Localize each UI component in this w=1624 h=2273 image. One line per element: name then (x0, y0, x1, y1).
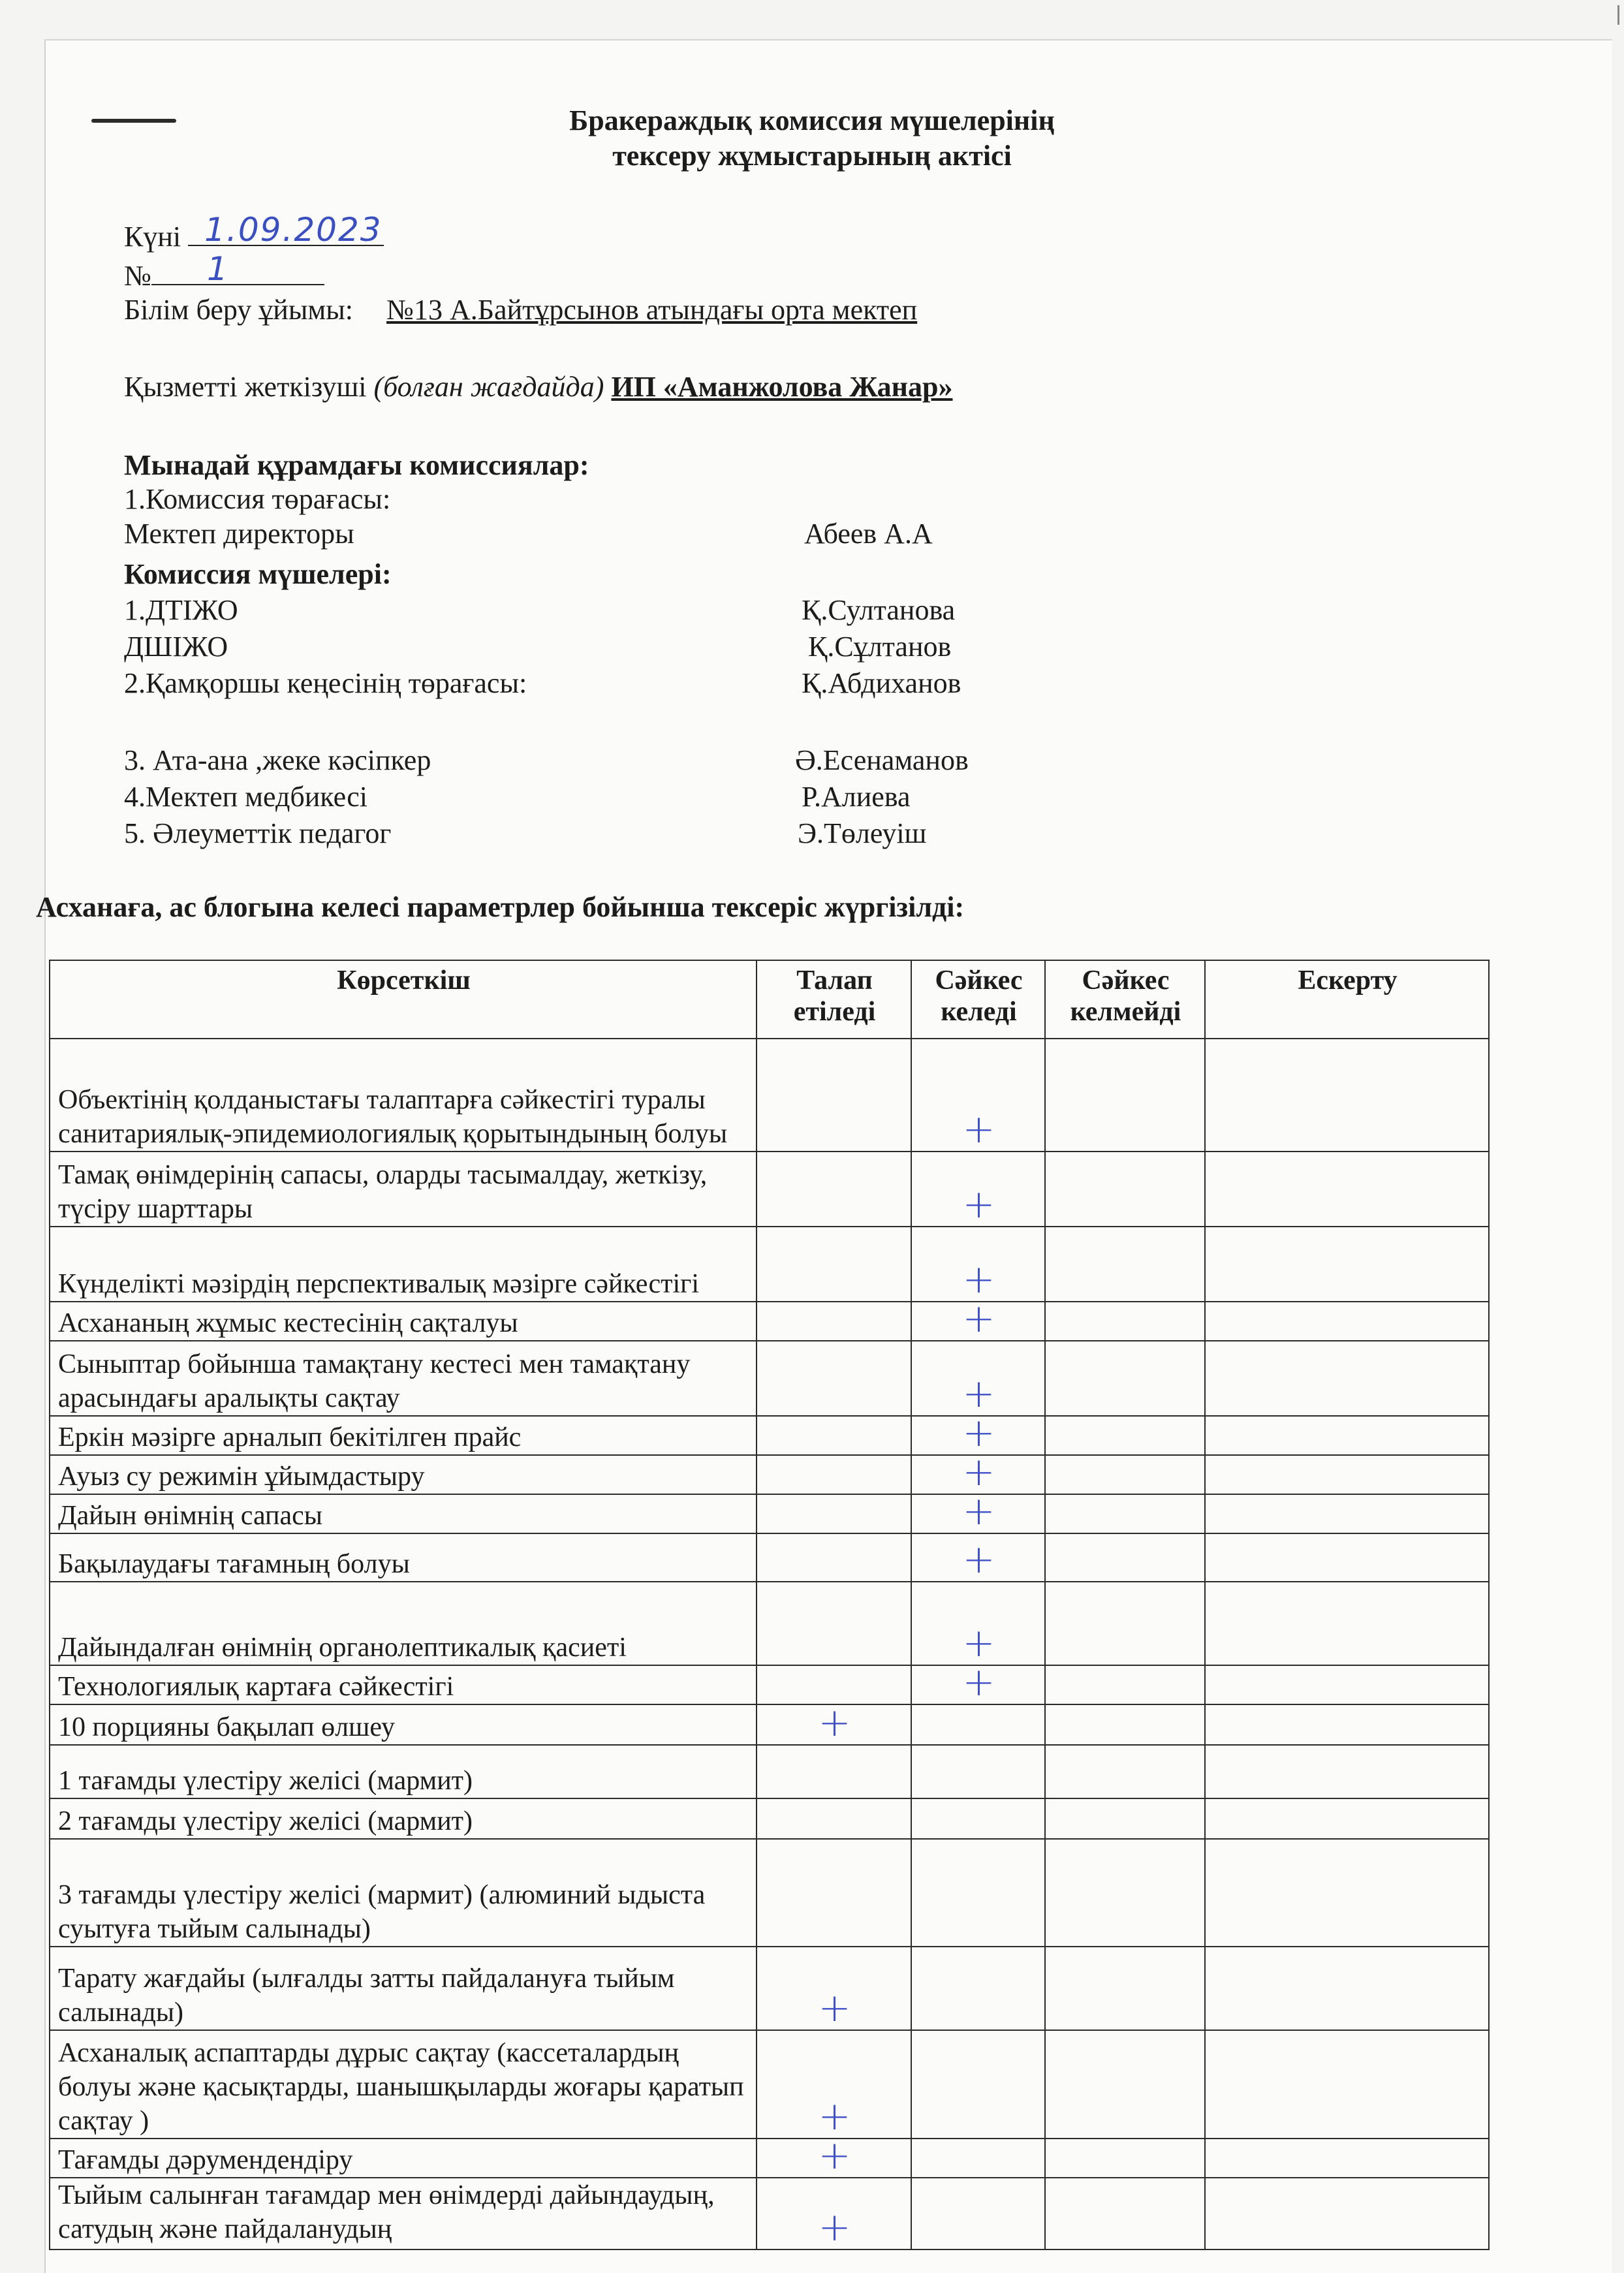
staple (1617, 5, 1619, 25)
cell-noncompliant[interactable] (1045, 1704, 1205, 1745)
table-row (50, 1152, 1489, 1227)
cell-compliant[interactable] (911, 1152, 1045, 1227)
cell-required[interactable] (757, 1227, 911, 1302)
cell-note[interactable] (1205, 1302, 1489, 1341)
chair-name: Абеев А.А (804, 518, 933, 550)
row-indicator: Күнделікті мәзірдің перспективалық мәзірге сәйкестігі (50, 1227, 757, 1302)
table-row (50, 1704, 1489, 1745)
table-header-row (50, 960, 1489, 1039)
row-indicator: Асхананың жұмыс кестесінің сақталуы (50, 1302, 757, 1341)
cell-required[interactable] (757, 1341, 911, 1416)
cell-note[interactable] (1205, 1582, 1489, 1665)
row-indicator: Еркін мәзірге арналып бекітілген прайс (50, 1416, 757, 1455)
cell-note[interactable] (1205, 1533, 1489, 1582)
row-indicator: Объектінің қолданыстағы талаптарға сәйкестігі туралы санитариялық-эпидемиологиялық қорытындының болуы (50, 1039, 757, 1152)
cell-note[interactable] (1205, 2178, 1489, 2249)
plus-mark: + (962, 1182, 995, 1227)
cell-compliant[interactable] (911, 1488, 1045, 1534)
table-row (50, 1302, 1489, 1341)
row-indicator: Дайын өнімнің сапасы (50, 1494, 757, 1533)
member-name: Қ.Султанова (802, 594, 956, 626)
cell-noncompliant[interactable] (1045, 2178, 1205, 2249)
cell-required[interactable] (757, 1152, 911, 1227)
table-row (50, 2030, 1489, 2139)
cell-note[interactable] (1205, 1839, 1489, 1947)
cell-required[interactable] (757, 1533, 911, 1582)
chair-role: Мектеп директоры (124, 518, 354, 550)
number-field[interactable] (151, 250, 324, 288)
cell-noncompliant[interactable] (1045, 1494, 1205, 1533)
cell-required[interactable] (757, 1416, 911, 1455)
cell-compliant[interactable] (911, 1582, 1045, 1665)
table-row (50, 1798, 1489, 1839)
plus-mark: + (962, 1659, 995, 1705)
cell-noncompliant[interactable] (1045, 1745, 1205, 1798)
member-role: 1.ДТІЖО (124, 594, 238, 626)
table-row (50, 1947, 1489, 2030)
row-indicator: Бақылаудағы тағамның болуы (50, 1533, 757, 1582)
date-row (124, 211, 384, 253)
table-row (50, 1582, 1489, 1665)
plus-mark: + (818, 1985, 851, 2031)
cell-compliant[interactable] (911, 1659, 1045, 1705)
row-indicator: Тыйым салынған тағамдар мен өнімдерді дайындаудың, сатудың және пайдаланудың (50, 2178, 757, 2249)
cell-note[interactable] (1205, 1039, 1489, 1152)
cell-noncompliant[interactable] (1045, 1839, 1205, 1947)
cell-compliant[interactable] (911, 2139, 1045, 2178)
cell-note[interactable] (1205, 1341, 1489, 1416)
supplier-note: (болған жағдайда) (373, 371, 604, 403)
table-row (50, 1533, 1489, 1582)
cell-note[interactable] (1205, 1745, 1489, 1798)
cell-note[interactable] (1205, 1704, 1489, 1745)
org-label: Білім беру ұйымы: (124, 294, 354, 326)
table-row (50, 1745, 1489, 1798)
col-header-indicator: Көрсеткіш (50, 960, 757, 1039)
row-indicator: Тағамды дәрумендендіру (50, 2139, 757, 2178)
cell-noncompliant[interactable] (1045, 1039, 1205, 1152)
cell-compliant[interactable] (911, 1839, 1045, 1947)
cell-noncompliant[interactable] (1045, 1947, 1205, 2030)
cell-note[interactable] (1205, 1416, 1489, 1455)
plus-mark: + (818, 2204, 851, 2250)
member-role: ДШІЖО (124, 631, 228, 663)
cell-required[interactable] (757, 1455, 911, 1494)
date-value: 1.09.2023 (204, 211, 383, 249)
cell-note[interactable] (1205, 1152, 1489, 1227)
plus-mark: + (962, 1371, 995, 1417)
table-row (50, 1494, 1489, 1533)
cell-noncompliant[interactable] (1045, 1533, 1205, 1582)
row-indicator: Тарату жағдайы (ылғалды затты пайдалануға тыйым салынады) (50, 1947, 757, 2030)
col-header-required: Талап етіледі (757, 960, 911, 1039)
col-header-noncompliant: Сәйкес келмейді (1045, 960, 1205, 1039)
cell-required[interactable] (757, 2030, 911, 2139)
cell-note[interactable] (1205, 1665, 1489, 1704)
cell-compliant[interactable] (911, 1227, 1045, 1302)
member-role: 4.Мектеп медбикесі (124, 781, 367, 813)
member-name: Ә.Есенаманов (795, 744, 969, 776)
member-role: 3. Ата-ана ,жеке кәсіпкер (124, 744, 431, 776)
inspection-table (49, 960, 1490, 2250)
doc-title-line2: тексеру жұмыстарының актісі (612, 140, 1012, 172)
row-indicator: 2 тағамды үлестіру желісі (мармит) (50, 1798, 757, 1839)
member-name: Қ.Сұлтанов (808, 631, 952, 663)
cell-note[interactable] (1205, 1455, 1489, 1494)
cell-required[interactable] (757, 1745, 911, 1798)
cell-compliant[interactable] (911, 2030, 1045, 2139)
table-row (50, 2178, 1489, 2249)
cell-note[interactable] (1205, 1227, 1489, 1302)
cell-note[interactable] (1205, 1947, 1489, 2030)
cell-compliant[interactable] (911, 1341, 1045, 1416)
table-row (50, 1839, 1489, 1947)
cell-noncompliant[interactable] (1045, 1455, 1205, 1494)
cell-required[interactable] (757, 1494, 911, 1533)
number-value: 1 (206, 250, 229, 288)
cell-noncompliant[interactable] (1045, 1665, 1205, 1704)
row-indicator: Асханалық аспаптарды дұрыс сақтау (кассеталардың болуы және қасықтарды, шанышқыларды жоғары қаратып сақтау ) (50, 2030, 757, 2139)
plus-mark: + (962, 1620, 995, 1666)
cell-required[interactable] (757, 1839, 911, 1947)
date-field[interactable] (188, 211, 384, 249)
member-role: 2.Қамқоршы кеңесінің төрағасы: (124, 667, 527, 699)
cell-note[interactable] (1205, 1798, 1489, 1839)
col-header-note: Ескерту (1205, 960, 1489, 1039)
row-indicator: Технологиялық картаға сәйкестігі (50, 1665, 757, 1704)
cell-required[interactable] (757, 1665, 911, 1704)
member-name: Р.Алиева (802, 781, 911, 813)
cell-required[interactable] (757, 2178, 911, 2249)
plus-mark: + (962, 1537, 995, 1582)
commission-heading: Мынадай құрамдағы комиссиялар: (124, 449, 589, 481)
cell-note[interactable] (1205, 2030, 1489, 2139)
cell-compliant[interactable] (911, 1296, 1045, 1341)
cell-noncompliant[interactable] (1045, 1798, 1205, 1839)
row-indicator: Тамақ өнімдерінің сапасы, оларды тасымалдау, жеткізу, түсіру шарттары (50, 1152, 757, 1227)
cell-compliant[interactable] (911, 1745, 1045, 1798)
cell-required[interactable] (757, 1798, 911, 1839)
cell-required[interactable] (757, 1700, 911, 1746)
cell-noncompliant[interactable] (1045, 1227, 1205, 1302)
plus-mark: + (962, 1106, 995, 1152)
org-value: №13 А.Байтұрсынов атындағы орта мектеп (386, 294, 918, 326)
table-row (50, 1665, 1489, 1704)
table-row (50, 1416, 1489, 1455)
cell-compliant[interactable] (911, 1704, 1045, 1745)
plus-mark: + (818, 2133, 851, 2178)
member-name: Э.Төлеуіш (798, 817, 927, 849)
supplier-row (124, 371, 953, 403)
plus-mark: + (962, 1449, 995, 1495)
cell-required[interactable] (757, 2133, 911, 2178)
table-row (50, 1455, 1489, 1494)
table-row (50, 1227, 1489, 1302)
row-indicator: Дайындалған өнімнің органолептикалық қасиеті (50, 1582, 757, 1665)
table-row (50, 1341, 1489, 1416)
check-heading: Асханаға, ас блогына келесі параметрлер бойынша тексеріс жүргізілді: (36, 891, 965, 923)
cell-note[interactable] (1205, 2139, 1489, 2178)
chair-label: 1.Комиссия төрағасы: (124, 483, 391, 515)
cell-noncompliant[interactable] (1045, 1152, 1205, 1227)
org-row (124, 294, 917, 326)
plus-mark: + (962, 1410, 995, 1456)
cell-required[interactable] (757, 1039, 911, 1152)
plus-mark: + (962, 1257, 995, 1302)
cell-required[interactable] (757, 1302, 911, 1341)
cell-compliant[interactable] (911, 1798, 1045, 1839)
table-row (50, 2139, 1489, 2178)
cell-noncompliant[interactable] (1045, 1416, 1205, 1455)
row-indicator: 10 порцияны бақылап өлшеу (50, 1704, 757, 1745)
date-label: Күні (124, 221, 181, 253)
member-name: Қ.Абдиханов (802, 667, 961, 699)
cell-noncompliant[interactable] (1045, 2139, 1205, 2178)
member-role: 5. Әлеуметтік педагог (124, 817, 392, 849)
cell-required[interactable] (757, 1582, 911, 1665)
number-label: № (124, 260, 151, 292)
cell-noncompliant[interactable] (1045, 1341, 1205, 1416)
cell-compliant[interactable] (911, 1947, 1045, 2030)
row-indicator: Сыныптар бойынша тамақтану кестесі мен тамақтану арасындағы аралықты сақтау (50, 1341, 757, 1416)
cell-noncompliant[interactable] (1045, 2030, 1205, 2139)
cell-noncompliant[interactable] (1045, 1582, 1205, 1665)
plus-mark: + (962, 1488, 995, 1534)
row-indicator: 3 тағамды үлестіру желісі (мармит) (алюминий ыдыста суытуға тыйым салынады) (50, 1839, 757, 1947)
supplier-value: ИП «Аманжолова Жанар» (611, 371, 953, 403)
plus-mark: + (818, 1700, 851, 1746)
supplier-label: Қызметті жеткізуші (124, 371, 367, 403)
col-header-compliant: Сәйкес келеді (911, 960, 1045, 1039)
row-indicator: 1 тағамды үлестіру желісі (мармит) (50, 1745, 757, 1798)
number-row (124, 250, 324, 292)
cell-compliant[interactable] (911, 1039, 1045, 1152)
cell-compliant[interactable] (911, 2178, 1045, 2249)
cell-note[interactable] (1205, 1494, 1489, 1533)
plus-mark: + (962, 1296, 995, 1341)
cell-compliant[interactable] (911, 1533, 1045, 1582)
table-row (50, 1039, 1489, 1152)
row-indicator: Ауыз су режимін ұйымдастыру (50, 1455, 757, 1494)
members-heading: Комиссия мүшелері: (124, 558, 392, 590)
plus-mark: + (818, 2093, 851, 2139)
cell-noncompliant[interactable] (1045, 1302, 1205, 1341)
cell-required[interactable] (757, 1947, 911, 2030)
doc-title-line1: Бракераждық комиссия мүшелерінің (569, 104, 1055, 136)
